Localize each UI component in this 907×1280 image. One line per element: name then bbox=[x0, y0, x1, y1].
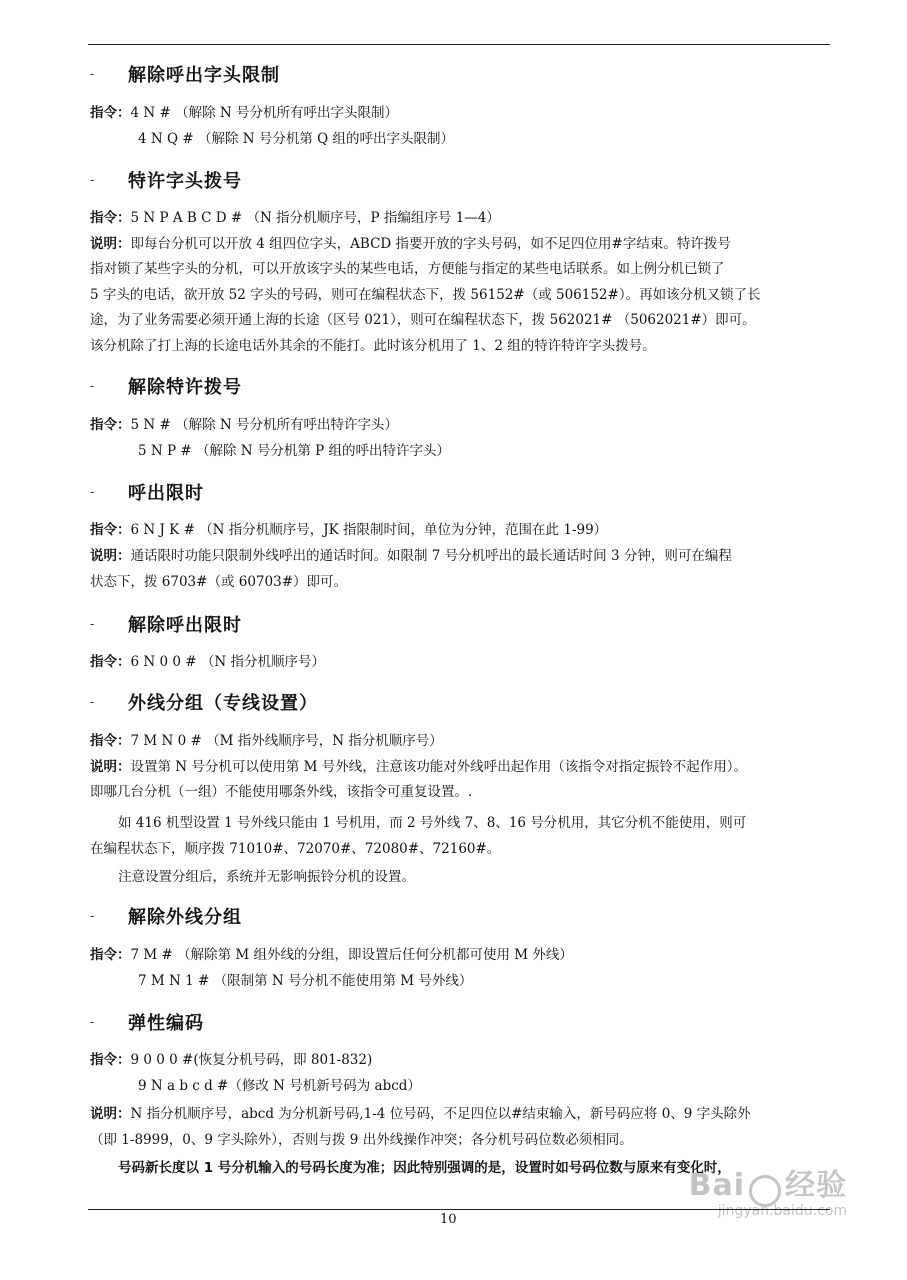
text-line: 在编程状态下，顺序拨 71010#、72070#、72080#、72160#。 bbox=[90, 841, 501, 857]
text-line: 途，为了业务需要必须开通上海的长途（区号 021），则可在编程状态下，拨 562021# （5062021#）即可。 bbox=[90, 312, 756, 328]
section-heading bbox=[90, 60, 280, 88]
text-line: 5 字头的电话，欲开放 52 字头的号码，则可在编程状态下，拨 56152#（或 506152#）。再如该分机又锁了长 bbox=[90, 287, 761, 303]
header-rule bbox=[88, 44, 830, 45]
text-line: 状态下，拨 6703#（或 60703#）即可。 bbox=[90, 574, 348, 590]
section-heading: - 解除特许拨号 bbox=[90, 372, 242, 400]
section-title: 弹性编码 bbox=[128, 1013, 204, 1034]
bullet: - bbox=[90, 67, 95, 81]
footer-rule bbox=[88, 1209, 830, 1210]
text-line: 指对锁了某些字头的分机，可以开放该字头的某些电话，方便能与指定的某些电话联系。如上例分机已锁了 bbox=[90, 261, 725, 277]
text-line: 指令：9 0 0 0 #(恢复分机号码，即 801-832) bbox=[90, 1052, 373, 1068]
page-number: 10 bbox=[440, 1212, 457, 1227]
text-line: 指令：7 M N 0 # （M 指外线顺序号，N 指分机顺序号） bbox=[90, 733, 443, 749]
section-heading: - 解除呼出限时 bbox=[90, 610, 242, 638]
section-title: 呼出限时 bbox=[128, 483, 204, 504]
text-line: 4 N Q # （解除 N 号分机第 Q 组的呼出字头限制） bbox=[138, 131, 454, 147]
section-heading: - 解除外线分组 bbox=[90, 902, 242, 930]
paw-icon bbox=[749, 1175, 781, 1207]
section-heading: - 呼出限时 bbox=[90, 478, 204, 506]
text-line: 9 N a b c d #（修改 N 号机新号码为 abcd） bbox=[138, 1078, 421, 1094]
text-line: 说明：即每台分机可以开放 4 组四位字头，ABCD 指要开放的字头号码，如不足四位用#字结束。特许拨号 bbox=[90, 236, 731, 252]
section-heading: - 弹性编码 bbox=[90, 1008, 204, 1036]
text-line: 指令：5 N # （解除 N 号分机所有呼出特许字头） bbox=[90, 417, 398, 433]
section-title: 解除特许拨号 bbox=[128, 377, 242, 398]
text-line: 说明：设置第 N 号分机可以使用第 M 号外线，注意该功能对外线呼出起作用（该指令对指定振铃不起作用）。 bbox=[90, 759, 748, 775]
baidu-watermark: Bai 经验 jingyan.baidu.com bbox=[688, 1168, 847, 1219]
text-line: 说明：N 指分机顺序号，abcd 为分机新号码,1-4 位号码，不足四位以#结束输入，新号码应将 0、9 字头除外 bbox=[90, 1106, 751, 1122]
text-line: 5 N P # （解除 N 号分机第 P 组的呼出特许字头） bbox=[138, 443, 451, 459]
text-line: 指令：6 N 0 0 # （N 指分机顺序号） bbox=[90, 654, 325, 670]
section-title: 外线分组（专线设置） bbox=[128, 693, 318, 714]
section-title: 特许字头拨号 bbox=[128, 171, 242, 192]
section-title: 解除呼出限时 bbox=[128, 615, 242, 636]
bold-text-line: 号码新长度以 1 号分机输入的号码长度为准；因此特别强调的是，设置时如号码位数与原来有变化时， bbox=[118, 1160, 731, 1176]
section-heading: - 特许字头拨号 bbox=[90, 166, 242, 194]
text-line: 如 416 机型设置 1 号外线只能由 1 号机用，而 2 号外线 7、8、16 号分机用，其它分机不能使用，则可 bbox=[118, 815, 747, 831]
section-heading: - 外线分组（专线设置） bbox=[90, 688, 318, 716]
text-line: 指令：6 N J K # （N 指分机顺序号，JK 指限制时间，单位为分钟，范围在此 1-99） bbox=[90, 522, 608, 538]
text-line: （即 1-8999，0、9 字头除外），否则与拨 9 出外线操作冲突；各分机号码位数必须相同。 bbox=[90, 1132, 633, 1148]
text-line: 注意设置分组后，系统并无影响振铃分机的设置。 bbox=[118, 869, 415, 885]
text-line: 7 M N 1 # （限制第 N 号分机不能使用第 M 号外线） bbox=[138, 973, 473, 989]
text-line: 指令：4 N # （解除 N 号分机所有呼出字头限制） bbox=[90, 105, 398, 121]
text-line: 指令：7 M # （解除第 M 组外线的分组，即设置后任何分机都可使用 M 外线） bbox=[90, 947, 573, 963]
text-line: 说明：通话限时功能只限制外线呼出的通话时间。如限制 7 号分机呼出的最长通话时间 3 分钟，则可在编程 bbox=[90, 548, 732, 564]
text-line: 该分机除了打上海的长途电话外其余的不能打。此时该分机用了 1、2 组的特许特许字头拨号。 bbox=[90, 338, 656, 354]
section-title: 解除呼出字头限制 bbox=[128, 65, 280, 86]
text-line: 指令：5 N P A B C D # （N 指分机顺序号，P 指编组序号 1—4） bbox=[90, 210, 500, 226]
text-line: 即哪几台分机（一组）不能使用哪条外线，该指令可重复设置。. bbox=[90, 784, 473, 800]
section-title: 解除外线分组 bbox=[128, 907, 242, 928]
